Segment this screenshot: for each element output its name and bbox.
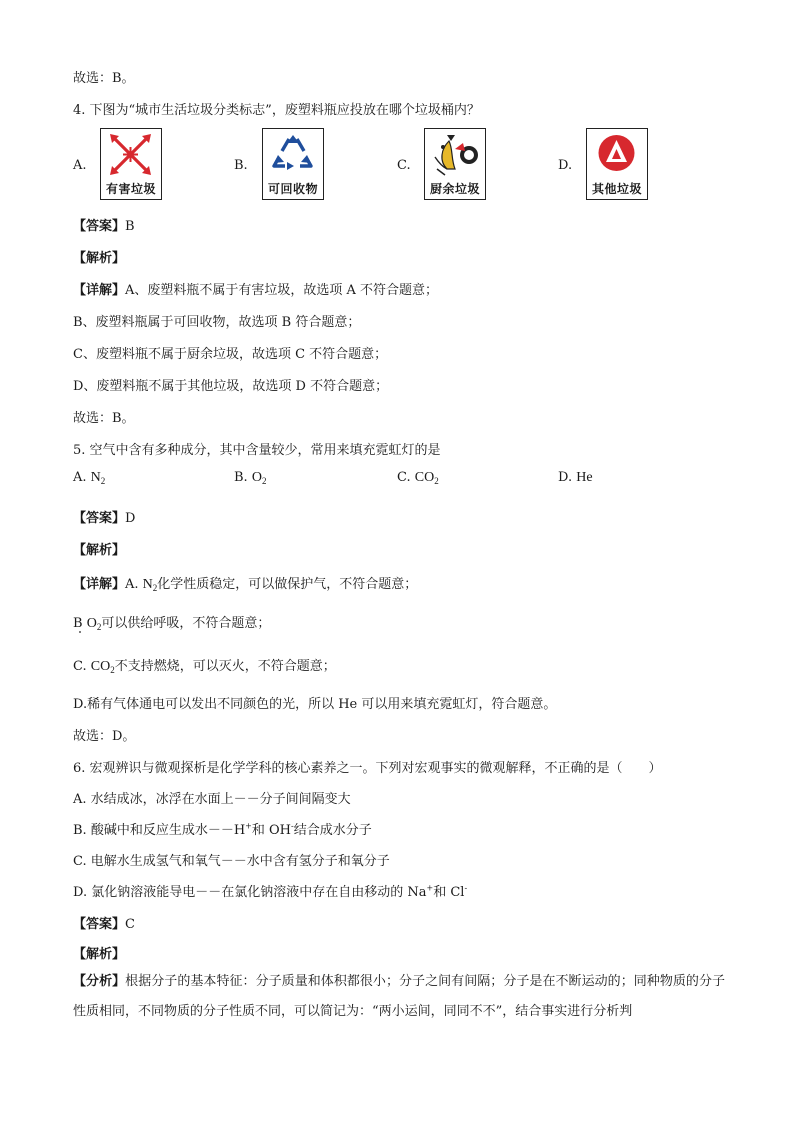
answer-tag: 【答案】 xyxy=(73,917,126,932)
formula-co2: $CO_2$ xyxy=(90,659,115,675)
q6-analysis-tag: 【解析】 xyxy=(73,947,126,962)
q6-option-a: A. 水结成冰，冰浮在水面上－－分子间间隔变大 xyxy=(73,792,351,807)
formula-co2: $CO_2$ xyxy=(414,470,439,486)
detail-text: 可以供给呼吸，不符合题意； xyxy=(101,616,271,631)
superscript-plus: + xyxy=(245,821,252,831)
question-5: 5. 空气中含有多种成分，其中含量较少，常用来填充霓虹灯的是 xyxy=(73,443,441,458)
formula-o2: $O_2$ xyxy=(86,616,102,632)
option-letter: D. xyxy=(558,470,573,485)
detail-tag: 【详解】 xyxy=(73,577,126,592)
q5-choose: 故选：D。 xyxy=(73,729,136,744)
q5-detail-d: D.稀有气体通电可以发出不同颜色的光，所以 He 可以用来填充霓虹灯，符合题意。 xyxy=(73,697,557,712)
formula-n2: $N_2$ xyxy=(142,577,158,593)
q5-detail-a xyxy=(73,573,417,593)
detail-text: A、废塑料瓶不属于有害垃圾，故选项 A 不符合题意； xyxy=(125,283,439,298)
question-6: 6. 宏观辨识与微观探析是化学学科的核心素养之一。下列对宏观事实的微观解释，不正确的是（ ） xyxy=(73,761,662,776)
detail-text: 化学性质稳定，可以做保护气，不符合题意； xyxy=(157,577,418,592)
sign-label: 有害垃圾 xyxy=(105,182,156,196)
detail-text: 不支持燃烧，可以灭火，不符合题意； xyxy=(114,659,336,674)
q4-option-d-letter: D. xyxy=(558,158,573,173)
detail-prefix: B xyxy=(73,616,87,631)
other-waste-sign xyxy=(586,128,648,200)
sign-label: 厨余垃圾 xyxy=(429,182,480,196)
recyclable-icon xyxy=(263,129,322,181)
q6-option-b: B. 酸碱中和反应生成水－－H+和 OH-结合成水分子 xyxy=(73,821,372,838)
q5-option-a xyxy=(73,470,105,486)
q4-analysis-tag: 【解析】 xyxy=(73,251,126,266)
q4-choose: 故选：B。 xyxy=(73,411,135,426)
q4-detail-b: B、废塑料瓶属于可回收物，故选项 B 符合题意； xyxy=(73,315,361,330)
q6-fenxi xyxy=(73,967,725,1027)
q5-option-b xyxy=(234,470,266,486)
superscript-plus: + xyxy=(426,883,434,893)
formula-o2: $O_2$ xyxy=(251,470,267,486)
sign-label: 其他垃圾 xyxy=(591,182,642,196)
option-letter: C. xyxy=(397,470,411,485)
q4-detail-a xyxy=(73,279,438,298)
formula-n2: $N_2$ xyxy=(90,470,106,486)
answer-tag: 【答案】 xyxy=(73,511,126,526)
q5-detail-b xyxy=(73,612,270,632)
q4-answer xyxy=(73,215,135,234)
question-4: 4. 下图为“城市生活垃圾分类标志”，废塑料瓶应投放在哪个垃圾桶内？ xyxy=(73,103,480,118)
q5-analysis-tag: 【解析】 xyxy=(73,543,126,558)
stray-dot xyxy=(79,631,81,633)
answer-value: D xyxy=(125,511,136,526)
q4-option-c-letter: C. xyxy=(397,158,411,173)
hazardous-waste-icon xyxy=(101,129,160,181)
kitchen-waste-sign xyxy=(424,128,486,200)
text-line: 故选：B。 xyxy=(73,71,135,86)
kitchen-waste-icon xyxy=(425,129,484,181)
superscript-minus: - xyxy=(464,883,468,893)
answer-value: B xyxy=(125,219,135,234)
other-waste-icon xyxy=(587,129,646,181)
detail-prefix: A. xyxy=(125,577,143,592)
detail-prefix: C. xyxy=(73,659,91,674)
q5-option-c xyxy=(397,470,439,486)
hazardous-waste-sign xyxy=(100,128,162,200)
q4-detail-c: C、废塑料瓶不属于厨余垃圾，故选项 C 不符合题意； xyxy=(73,347,388,362)
q5-detail-c xyxy=(73,655,336,675)
answer-value: C xyxy=(125,917,135,932)
q6-option-d: D. 氯化钠溶液能导电－－在氯化钠溶液中存在自由移动的 Na+和 Cl- xyxy=(73,883,468,900)
option-letter: B. xyxy=(234,470,248,485)
q6-answer xyxy=(73,913,135,932)
q6-option-c: C. 电解水生成氢气和氧气－－水中含有氢分子和氧分子 xyxy=(73,854,390,869)
option-letter: A. xyxy=(73,470,87,485)
q5-option-d xyxy=(558,470,593,486)
answer-tag: 【答案】 xyxy=(73,219,126,234)
fenxi-text: 根据分子的基本特征：分子质量和体积都很小；分子之间有间隔；分子是在不断运动的；同种物质的分子性质相同，不同物质的分子性质不同，可以简记为：“两小运间，同同不不”，结合事实进行分析判 xyxy=(73,974,725,1019)
detail-tag: 【详解】 xyxy=(73,283,126,298)
formula-he: He xyxy=(576,470,593,485)
q4-detail-d: D、废塑料瓶不属于其他垃圾，故选项 D 不符合题意； xyxy=(73,379,389,394)
q5-answer xyxy=(73,507,135,526)
q4-option-b-letter: B. xyxy=(234,158,248,173)
superscript-minus: - xyxy=(291,821,294,831)
sign-label: 可回收物 xyxy=(267,182,318,196)
q4-option-a-letter: A. xyxy=(73,158,87,173)
recyclable-sign xyxy=(262,128,324,200)
fenxi-tag: 【分析】 xyxy=(73,974,126,989)
